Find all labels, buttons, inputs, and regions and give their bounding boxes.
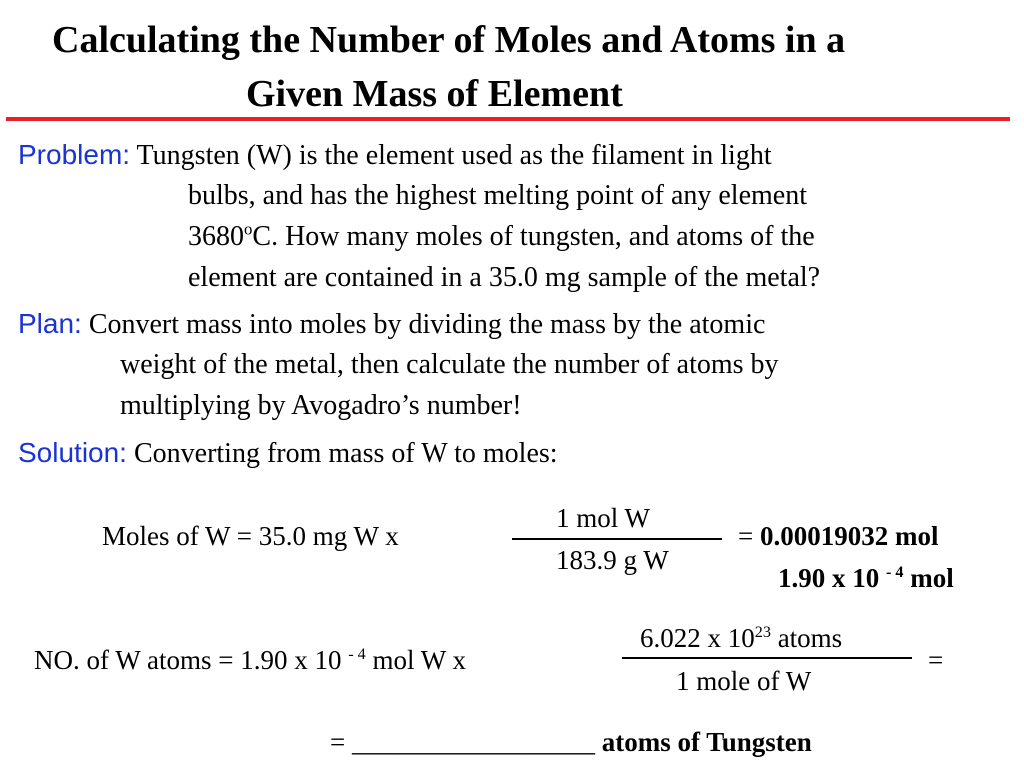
problem-line4: element are contained in a 35.0 mg sample of the metal? — [188, 262, 821, 293]
problem-label: Problem: — [18, 139, 131, 170]
eq1-numerator: 1 mol W — [556, 503, 650, 533]
eq2-num-post: atoms — [770, 623, 843, 653]
eq1-result — [738, 521, 938, 552]
eq2-lhs-exp: - 4 — [348, 645, 366, 663]
answer-blank: = __________________ — [330, 727, 595, 757]
eq1-fraction-bar — [512, 538, 722, 540]
solution-line — [18, 432, 558, 474]
problem-line3 — [188, 216, 815, 257]
slide-title-line1: Calculating the Number of Moles and Atoms in a — [52, 19, 846, 61]
eq1-result-eq: = — [738, 521, 760, 551]
eq2-fraction-bar — [622, 657, 912, 659]
eq2-equals: = — [928, 645, 944, 675]
solution-label: Solution: — [18, 437, 127, 468]
answer-suffix: atoms of Tungsten — [594, 727, 812, 757]
plan-line2: weight of the metal, then calculate the number of atoms by — [120, 349, 779, 380]
eq2-lhs-post: mol W x — [365, 645, 467, 675]
problem-line3-pre: 3680 — [188, 221, 244, 252]
eq1-denominator: 183.9 g W — [556, 545, 669, 575]
answer-line — [330, 727, 812, 758]
eq1-lhs: Moles of W = 35.0 mg W x — [102, 521, 399, 551]
eq1-result-value: 0.00019032 mol — [759, 521, 939, 551]
eq2-lhs-pre: NO. of W atoms = 1.90 x 10 — [34, 645, 349, 675]
eq2-lhs — [34, 645, 466, 676]
problem-line2: bulbs, and has the highest melting point of any element — [188, 180, 807, 211]
title-divider — [6, 117, 1010, 121]
eq1-result-sci — [778, 563, 954, 594]
eq2-denominator: 1 mole of W — [676, 666, 812, 696]
plan-line3: multiplying by Avogadro’s number! — [120, 390, 522, 421]
problem-line1 — [18, 134, 772, 176]
eq2-num-pre: 6.022 x 10 — [640, 623, 755, 653]
eq1-result2-exp: - 4 — [886, 563, 904, 581]
solution-text: Converting from mass of W to moles: — [133, 438, 558, 469]
problem-text-1: Tungsten (W) is the element used as the filament in light — [136, 140, 772, 171]
slide-title-line2: Given Mass of Element — [246, 73, 623, 115]
problem-line3-post: C. How many moles of tungsten, and atoms of the — [252, 221, 815, 252]
eq1-result2-post: mol — [903, 563, 954, 593]
plan-line1 — [18, 303, 765, 345]
eq2-numerator — [640, 623, 842, 654]
eq1-result2-pre: 1.90 x 10 — [778, 563, 886, 593]
eq2-num-exp: 23 — [754, 623, 771, 641]
plan-label: Plan: — [18, 308, 82, 339]
degree-superscript: o — [244, 219, 253, 239]
plan-text-1: Convert mass into moles by dividing the mass by the atomic — [88, 309, 766, 340]
